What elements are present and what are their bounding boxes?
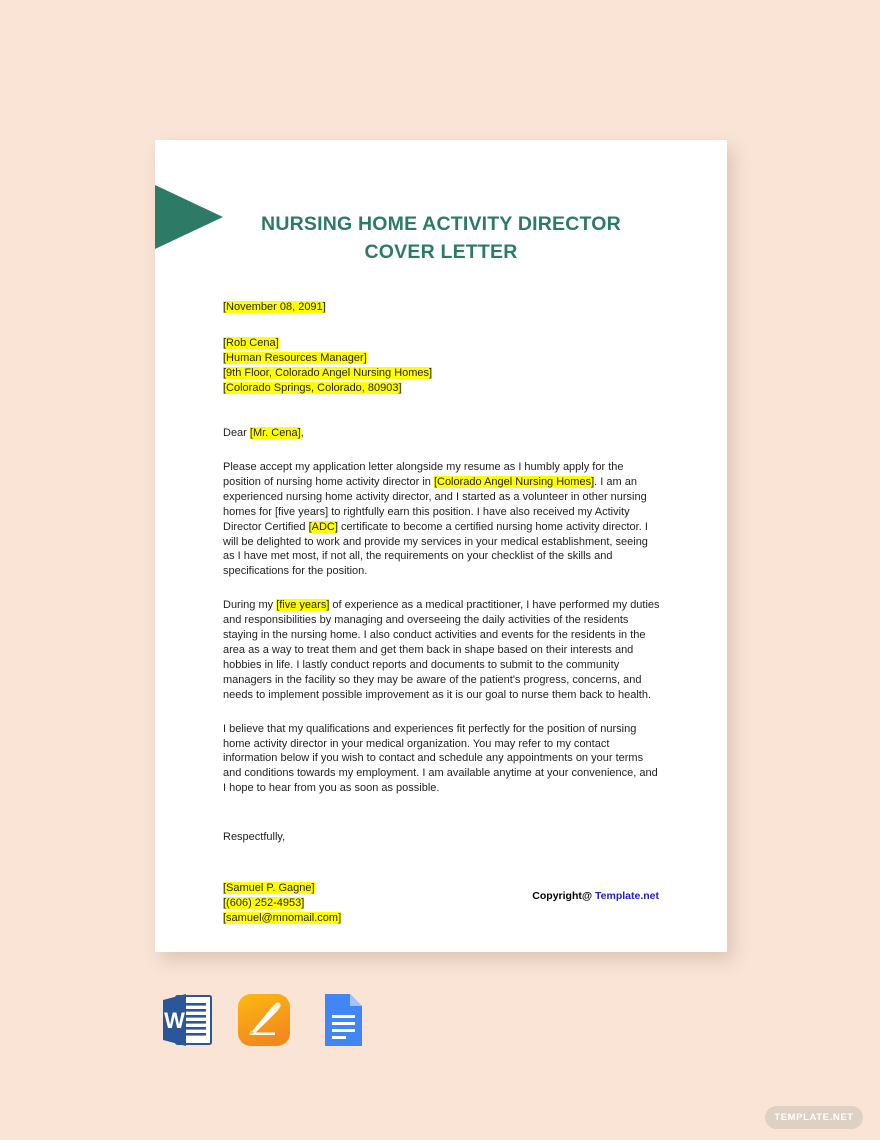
salutation-prefix: Dear — [223, 427, 250, 439]
recipient-name-line — [223, 336, 661, 351]
spacer — [223, 396, 661, 426]
paragraph-2-highlight-1: [five years] — [276, 599, 330, 612]
letter-date — [223, 300, 661, 315]
recipient-name: [Rob Cena] — [223, 337, 279, 349]
recipient-city-state-zip: [Colorado Springs, Colorado, 80903] — [223, 382, 402, 394]
svg-text:W: W — [164, 1008, 185, 1033]
signature-name: [Samuel P. Gagne] — [223, 882, 315, 895]
paragraph-3: I believe that my qualifications and experiences fit perfectly for the position of nursing home activity director in your medical organization. You may refer to my contact information below if you wish to contact and schedule any appointments on your terms and conditions towards my employment. I am available anytime at your convenience, and I hope to hear from you as soon as possible. — [223, 722, 658, 795]
closing: Respectfully, — [223, 831, 286, 844]
paragraph-1 — [223, 460, 661, 579]
google-docs-icon[interactable] — [310, 988, 374, 1052]
document-page — [155, 140, 727, 952]
page-title-line-2: COVER LETTER — [364, 241, 518, 263]
paragraph-1-segment-1: Please accept my application letter alongside my resume as I humbly apply for the position of nursing home activity director in — [223, 461, 624, 488]
salutation-name: [Mr. Cena] — [249, 427, 301, 439]
salutation — [223, 426, 661, 441]
page-title — [211, 210, 671, 266]
recipient-title-line — [223, 351, 661, 366]
letter-date-value: [November 08, 2091] — [223, 301, 326, 313]
copyright-prefix: Copyright@ — [532, 890, 596, 902]
paragraph-1-segment-2: . I am an experienced nursing home activity director, and I started as a volunteer in other nursing homes for [five years] to rightfully earn this position. I have also received my Activity Director Certified — [223, 475, 647, 533]
paragraph-1-highlight-2: [ADC] — [308, 520, 338, 533]
signature-email-line — [223, 911, 661, 926]
signature-block — [223, 881, 661, 926]
recipient-job-title: [Human Resources Manager] — [223, 352, 367, 364]
paragraph-2-segment-2: of experience as a medical practitioner, I have performed my duties and responsibilities by managing and overseeing the daily activities of the residents staying in the nursing home. I also conduct activities and events for the residents in the area as a way to treat them and get them back in shape based on their interests and hobbies in life. I lastly conduct reports and documents to submit to the community managers in the facility so they may be aware of the patient's progress, concerns, and needs to implement possible improvement as it is our goal to nurse them back to health. — [223, 599, 660, 701]
spacer — [223, 703, 661, 722]
spacer — [223, 845, 661, 881]
signature-phone: [(606) 252-4953] — [223, 897, 305, 910]
recipient-city-line — [223, 381, 661, 396]
template-net-watermark: TEMPLATE.NET — [765, 1106, 863, 1129]
salutation-suffix: , — [300, 427, 304, 439]
recipient-address-line — [223, 366, 661, 381]
spacer — [223, 579, 661, 598]
recipient-address: [9th Floor, Colorado Angel Nursing Homes] — [223, 367, 433, 379]
spacer — [223, 315, 661, 336]
spacer — [223, 796, 661, 830]
paragraph-2-segment-1: During my — [223, 599, 277, 612]
apple-pages-icon[interactable] — [232, 988, 296, 1052]
copyright-brand-link[interactable]: Template.net — [595, 890, 659, 902]
signature-email: [samuel@mnomail.com] — [223, 912, 342, 925]
paragraph-2 — [223, 598, 661, 702]
microsoft-word-icon[interactable] — [155, 988, 219, 1052]
page-title-line-1: NURSING HOME ACTIVITY DIRECTOR — [261, 213, 621, 235]
paragraph-1-highlight-1: [Colorado Angel Nursing Homes] — [433, 475, 595, 488]
letter-body — [223, 300, 661, 926]
paragraph-1-segment-3: certificate to become a certified nursing home activity director. I will be delighted to work and provide my services in your medical establishment, seeing as I have met most, if not all, the requirements on your checklist of the skills and specifications for the position. — [223, 520, 648, 578]
copyright-notice — [532, 890, 659, 902]
file-format-icons — [155, 988, 395, 1052]
spacer — [223, 441, 661, 460]
recipient-block — [223, 336, 661, 396]
